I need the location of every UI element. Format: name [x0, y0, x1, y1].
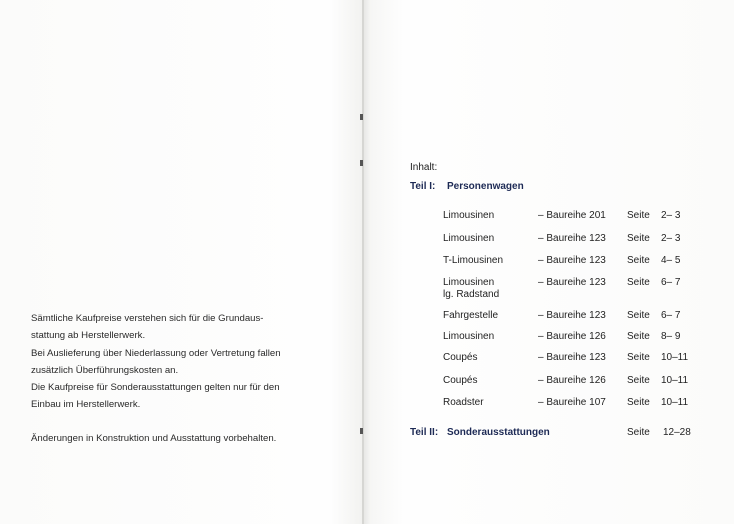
paragraph-line: Die Kaufpreise für Sonderausstattungen gelten nur für den	[31, 382, 280, 394]
toc-model: Limousinen	[443, 331, 495, 342]
toc-series: – Baureihe 123	[538, 255, 606, 266]
paragraph-line: Sämtliche Kaufpreise verstehen sich für die Grundaus-	[31, 313, 264, 324]
teil1-number: Teil I:	[410, 181, 436, 192]
toc-seite: Seite	[627, 375, 650, 386]
teil2-title: Sonderausstattungen	[447, 427, 550, 438]
toc-pages: 6– 7	[661, 277, 681, 288]
teil1-heading	[410, 181, 524, 192]
toc-pages: 10–11	[661, 352, 689, 363]
toc-model: Limousinen	[443, 210, 495, 221]
toc-seite: Seite	[627, 397, 650, 408]
teil2-pages: 12–28	[663, 427, 691, 438]
toc-series: – Baureihe 107	[538, 397, 606, 408]
toc-series: – Baureihe 126	[538, 375, 606, 386]
toc-model	[443, 277, 538, 301]
toc-model: Limousinen	[443, 233, 495, 244]
paragraph-line: Bei Auslieferung über Niederlassung oder Vertretung fallen	[31, 347, 281, 359]
toc-pages: 10–11	[661, 375, 689, 386]
teil1-title: Personenwagen	[447, 181, 524, 192]
gutter-mark	[360, 428, 363, 434]
toc-series: – Baureihe 123	[538, 310, 606, 321]
teil2-seite: Seite	[627, 427, 650, 438]
toc-model: Roadster	[443, 397, 484, 408]
toc-seite: Seite	[627, 310, 650, 321]
toc-pages: 10–11	[661, 397, 689, 408]
left-page-text	[31, 310, 321, 447]
paragraph-line: Einbau im Herstellerwerk.	[31, 399, 141, 411]
page-gutter	[362, 0, 364, 524]
toc-seite: Seite	[627, 255, 650, 266]
toc-model: Coupés	[443, 375, 478, 386]
right-page-contents	[410, 0, 710, 524]
notice-line: Änderungen in Konstruktion und Ausstattung vorbehalten.	[31, 432, 277, 444]
teil2-number: Teil II:	[410, 427, 439, 438]
toc-pages: 8– 9	[661, 331, 681, 342]
toc-seite: Seite	[627, 277, 650, 288]
toc-series: – Baureihe 126	[538, 331, 606, 342]
gutter-mark	[360, 114, 363, 120]
toc-model-line1: Limousinen	[443, 277, 495, 288]
toc-series: – Baureihe 123	[538, 277, 606, 288]
toc-pages: 2– 3	[661, 210, 681, 221]
gutter-mark	[360, 160, 363, 166]
contents-label: Inhalt:	[410, 162, 438, 173]
toc-seite: Seite	[627, 331, 650, 342]
toc-pages: 2– 3	[661, 233, 681, 244]
toc-seite: Seite	[627, 210, 650, 221]
toc-seite: Seite	[627, 233, 650, 244]
toc-pages: 6– 7	[661, 310, 681, 321]
toc-series: – Baureihe 123	[538, 233, 606, 244]
paragraph-line: stattung ab Herstellerwerk.	[31, 330, 146, 342]
toc-series: – Baureihe 201	[538, 210, 606, 221]
toc-series: – Baureihe 123	[538, 352, 606, 363]
toc-model: Coupés	[443, 352, 478, 363]
toc-pages: 4– 5	[661, 255, 681, 266]
toc-seite: Seite	[627, 352, 650, 363]
toc-model: T-Limousinen	[443, 255, 504, 266]
toc-model-line2: lg. Radstand	[443, 289, 500, 300]
teil2-heading	[410, 427, 710, 438]
paragraph-line: zusätzlich Überführungskosten an.	[31, 364, 179, 376]
toc-model: Fahrgestelle	[443, 310, 499, 321]
